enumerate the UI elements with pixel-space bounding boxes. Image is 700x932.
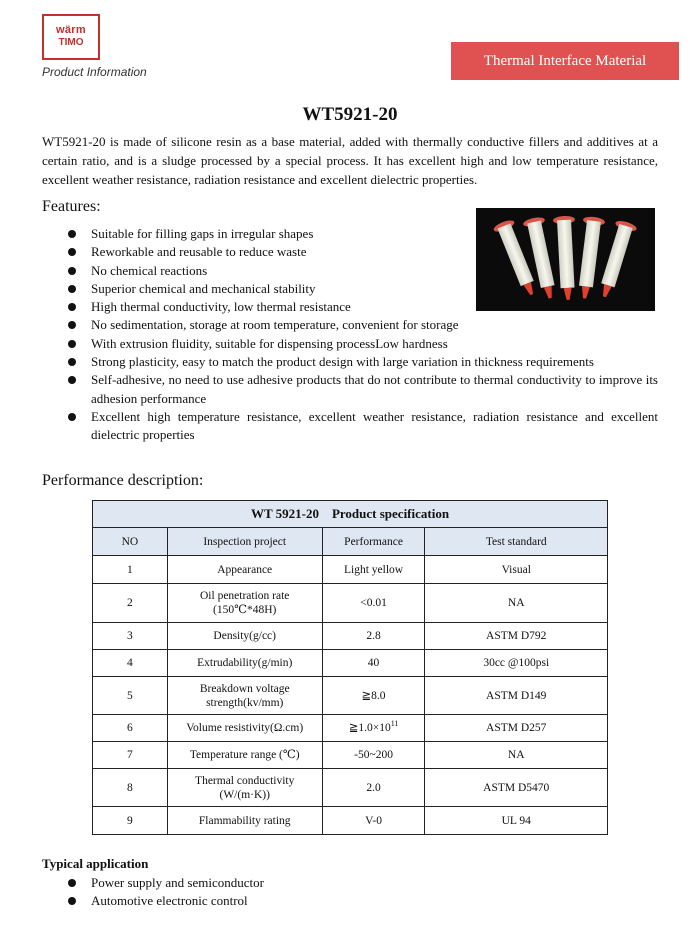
cell-value: -50~200: [322, 742, 425, 769]
logo-text-bottom: TIMO: [58, 37, 84, 48]
table-title: WT 5921-20 Product specification: [93, 501, 608, 528]
brand-logo: [42, 14, 100, 60]
list-item: Excellent high temperature resistance, excellent weather resistance, radiation resistance and excellent dielectric properties: [68, 408, 658, 445]
logo-text-top: wärm: [56, 24, 86, 36]
cell-value: ≧8.0: [322, 677, 425, 715]
list-item: Automotive electronic control: [68, 892, 628, 910]
value-base: ≧1.0×10: [348, 722, 391, 734]
cell-item: Volume resistivity(Ω.cm): [167, 715, 322, 742]
table-row: [93, 715, 608, 742]
cell-item: Oil penetration rate (150℃*48H): [167, 584, 322, 623]
cell-item: Extrudability(g/min): [167, 650, 322, 677]
list-item: No chemical reactions: [68, 262, 658, 280]
category-banner: Thermal Interface Material: [451, 42, 679, 80]
performance-heading: Performance description:: [42, 472, 204, 489]
cell-standard: ASTM D792: [425, 623, 608, 650]
cell-item: Temperature range (℃): [167, 742, 322, 769]
cell-standard: UL 94: [425, 807, 608, 835]
table-row: [93, 677, 608, 715]
application-list: [68, 874, 628, 911]
cell-value: [322, 715, 425, 742]
cell-value: Light yellow: [322, 556, 425, 584]
cell-standard: ASTM D5470: [425, 769, 608, 807]
cell-value: 2.8: [322, 623, 425, 650]
table-row: [93, 650, 608, 677]
cell-no: 2: [93, 584, 168, 623]
column-header: NO: [93, 528, 168, 556]
list-item: Reworkable and reusable to reduce waste: [68, 243, 658, 261]
cell-no: 4: [93, 650, 168, 677]
cell-item: Thermal conductivity (W/(m·K)): [167, 769, 322, 807]
table-row: [93, 769, 608, 807]
cell-standard: ASTM D257: [425, 715, 608, 742]
cell-value: V-0: [322, 807, 425, 835]
cell-item: Density(g/cc): [167, 623, 322, 650]
cell-standard: ASTM D149: [425, 677, 608, 715]
application-heading: Typical application: [42, 856, 149, 871]
cell-no: 3: [93, 623, 168, 650]
table-row: [93, 556, 608, 584]
specification-table: [92, 500, 608, 835]
list-item: Self-adhesive, no need to use adhesive products that do not contribute to thermal conductivity to improve its adhesion performance: [68, 371, 658, 408]
cell-no: 8: [93, 769, 168, 807]
cell-no: 9: [93, 807, 168, 835]
cell-standard: NA: [425, 742, 608, 769]
cell-item: Flammability rating: [167, 807, 322, 835]
list-item: With extrusion fluidity, suitable for dispensing processLow hardness: [68, 335, 658, 353]
cell-item: Appearance: [167, 556, 322, 584]
cell-value: <0.01: [322, 584, 425, 623]
product-information-label: Product Information: [42, 65, 147, 79]
cell-standard: NA: [425, 584, 608, 623]
cell-standard: Visual: [425, 556, 608, 584]
features-list: [68, 225, 658, 445]
column-header: Inspection project: [167, 528, 322, 556]
features-heading: Features:: [42, 198, 101, 215]
cell-no: 5: [93, 677, 168, 715]
cell-standard: 30cc @100psi: [425, 650, 608, 677]
list-item: No sedimentation, storage at room temperature, convenient for storage: [68, 316, 658, 334]
cell-value: 40: [322, 650, 425, 677]
table-row: [93, 742, 608, 769]
table-header-row: [93, 528, 608, 556]
cell-no: 6: [93, 715, 168, 742]
table-row: [93, 623, 608, 650]
table-row: [93, 584, 608, 623]
column-header: Test standard: [425, 528, 608, 556]
product-intro: WT5921-20 is made of silicone resin as a base material, added with thermally conductive fillers and additives at a certain ratio, and is a sludge processed by a special process. It has excellent high and low temperature resistance, excellent weather resistance, radiation resistance and excellent dielectric properties.: [42, 134, 658, 187]
cell-no: 7: [93, 742, 168, 769]
cell-item: Breakdown voltage strength(kv/mm): [167, 677, 322, 715]
column-header: Performance: [322, 528, 425, 556]
list-item: Strong plasticity, easy to match the product design with large variation in thickness requirements: [68, 353, 658, 371]
list-item: Suitable for filling gaps in irregular shapes: [68, 225, 658, 243]
cell-no: 1: [93, 556, 168, 584]
value-exponent: 11: [390, 719, 399, 729]
list-item: High thermal conductivity, low thermal resistance: [68, 298, 658, 316]
table-row: [93, 807, 608, 835]
cell-value: 2.0: [322, 769, 425, 807]
product-title: WT5921-20: [302, 104, 398, 125]
list-item: Power supply and semiconductor: [68, 874, 628, 892]
list-item: Superior chemical and mechanical stability: [68, 280, 658, 298]
